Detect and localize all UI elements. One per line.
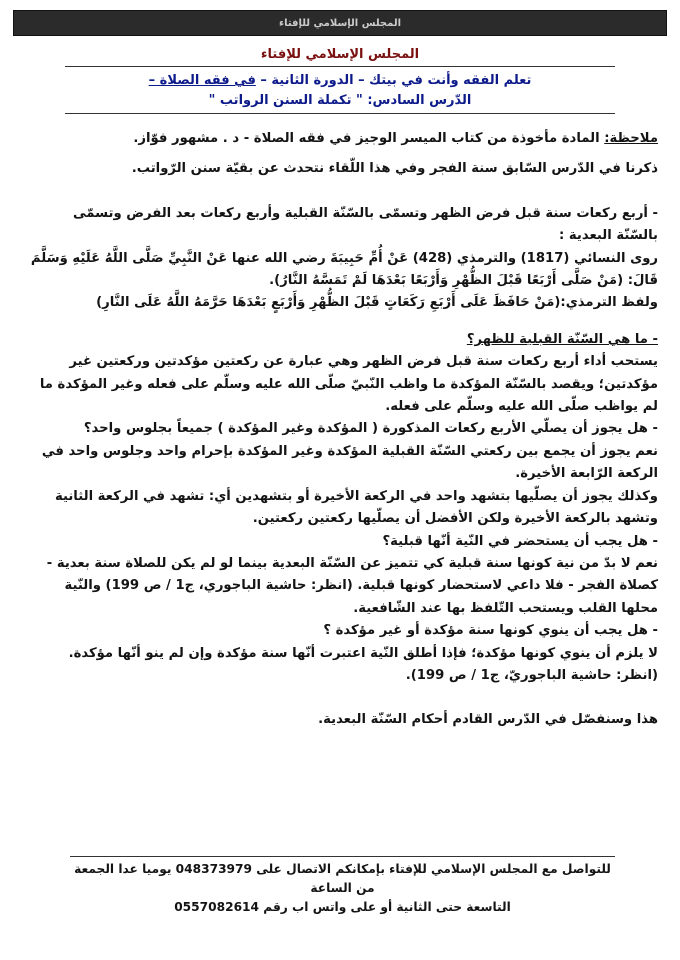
answer-4-paragraph: لا يلزم أن ينوي كونها مؤكدة؛ فإذا أطلق النّية اعتبرت أنّها سنة مؤكدة وإن لم ينو أنّها مؤكدة. (انظر: حاشية الباجوريّ، ج1 / ص 199).	[68, 645, 658, 683]
footer-divider	[70, 856, 615, 857]
course-title-part1: تعلم الفقه وأنت في بيتك – الدورة الثانية –	[260, 73, 532, 88]
intro-paragraph: ذكرنا في الدّرس السّابق سنة الفجر وفي هذا اللّقاء نتحدث عن بقيّة سنن الرّواتب.	[131, 161, 658, 177]
hadith-tirmidhi-paragraph: ولفظ الترمذي:(مَنْ حَافَظَ عَلَى أَرْبَعِ رَكَعَاتٍ قَبْلَ الظُّهْرِ وَأَرْبَعٍ بَعْدَهَا حَرَّمَهُ اللَّهُ عَلَى النَّارِ)	[96, 295, 658, 311]
contact-footer	[70, 860, 615, 917]
banner-text: المجلس الإسلامي للإفتاء	[278, 17, 402, 29]
header-divider-bottom	[65, 113, 615, 114]
footer-line-2: التاسعة حتى الثانية أو على واتس اب رقم 0557082614	[174, 900, 511, 914]
note-text: المادة مأخوذة من كتاب الميسر الوجيز في فقه الصلاة - د . مشهور فوّاز.	[133, 131, 605, 146]
note-paragraph	[30, 128, 658, 150]
question-4-paragraph: - هل يجب أن ينوي كونها سنة مؤكدة أو غير مؤكدة ؟	[323, 623, 658, 639]
header-divider-top	[65, 66, 615, 67]
four-rakat-paragraph: - أربع ركعات سنة قبل فرض الظهر وتسمّى بالسّنّة القبلية وأربع ركعات بعد الفرض وتسمّى بالسّنّة البعدية :	[72, 205, 658, 244]
course-title	[60, 72, 620, 90]
lesson-title: الدّرس السادس: " تكملة السنن الرواتب "	[208, 93, 472, 108]
organization-title: المجلس الإسلامي للإفتاء	[260, 47, 420, 62]
course-title-part2: في فقه الصلاة –	[148, 73, 256, 88]
header-banner	[13, 10, 667, 36]
document-body	[30, 128, 658, 732]
hadith-nasai-paragraph: روى النسائي (1817) والترمذي (428) عَنْ أُمِّ حَبِيبَةَ رضي الله عنها عَنْ النَّبِيِّ صَلَّى اللَّهُ عَلَيْهِ وَسَلَّمَ قَالَ: (مَنْ صَلَّى أَرْبَعًا قَبْلَ الظُّهْرِ وَأَرْبَعًا بَعْدَهَا لَمْ تَمَسَّهُ النَّارُ).	[30, 250, 658, 289]
answer-2b-paragraph: وكذلك يجوز أن يصلّيها بتشهد واحد في الركعة الأخيرة أو بتشهدين أي: تشهد في الركعة الثانية وتشهد بالركعة الأخيرة ولكن الأفضل أن يصلّيها ركعتين ركعتين.	[54, 488, 658, 527]
answer-1-paragraph: يستحب أداء أربع ركعات سنة قبل فرض الظهر وهي عبارة عن ركعتين مؤكدتين وركعتين غير مؤكدتين؛ ويقصد بالسّنّة المؤكدة ما واظب النّبيّ صلّى الله عليه وسلّم على فعله وغير المؤكدة ما لم يواظب صلّى الله عليه وسلّم على فعله.	[39, 354, 658, 415]
answer-2-paragraph: نعم يجوز أن يجمع بين ركعتي السّنّة القبلية المؤكدة وغير المؤكدة بإحرام واحد وجلوس واحد في الركعة الرّابعة الأخيرة.	[41, 443, 658, 482]
document-header	[60, 46, 620, 64]
question-2-paragraph: - هل يجوز أن يصلّي الأربع ركعات المذكورة ( المؤكدة وغير المؤكدة ) جميعاً بجلوس واحد؟	[83, 421, 658, 437]
footer-line-1: للتواصل مع المجلس الإسلامي للإفتاء بإمكانكم الاتصال على 048373979 يوميا عدا الجمعة من الساعة	[74, 862, 611, 895]
note-label: ملاحظة:	[604, 131, 658, 146]
answer-3-paragraph: نعم لا بدّ من نية كونها سنة قبلية كي تتميز عن السّنّة البعدية بينما لو لم يكن للصلاة سنة بعدية - كصلاة الفجر - فلا داعي لاستحضار كونها قبلية. (انظر: حاشية الباجوري، ج1 / ص 199) والنّية محلها القلب ويستحب التّلفظ بها عند الشّافعية.	[46, 555, 658, 616]
question-1-heading: - ما هي السّنّة القبلية للظهر؟	[466, 331, 658, 347]
closing-paragraph: هذا وسنفصّل في الدّرس القادم أحكام السّنّة البعدية.	[318, 712, 658, 728]
question-3-paragraph: - هل يجب أن يستحضر في النّية أنّها قبلية؟	[382, 533, 658, 549]
